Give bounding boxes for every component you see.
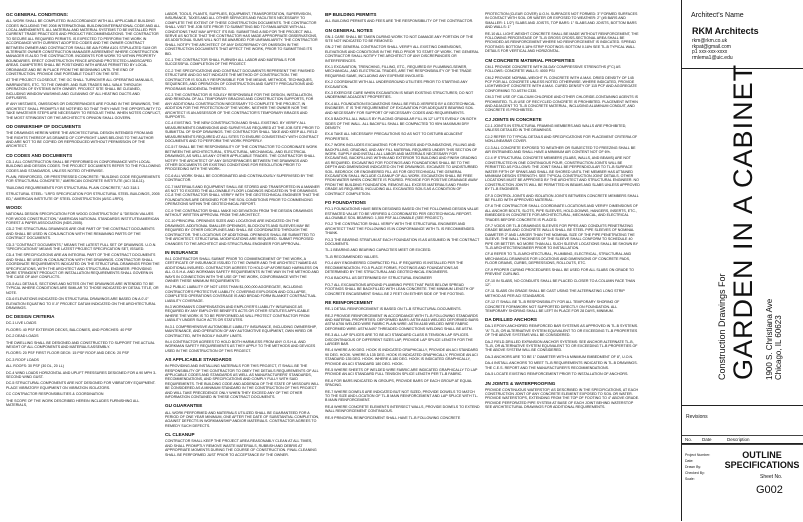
spec-paragraph: CF-5 CONTROL JOINTS AND ISOLATION JOINTS BETWEEN CONCRETE MEMBERS SHALL BE FILLED WITH APPROVED MATERIAL. bbox=[485, 193, 639, 202]
spec-section bbox=[485, 12, 640, 54]
rev-col-no: No. bbox=[685, 437, 693, 442]
project-address-line: Chicago, IL 60623 bbox=[774, 315, 783, 380]
rev-col-date: Date bbox=[702, 437, 712, 442]
spec-paragraph: IN-2 PUBLIC LIABILITY OF NOT LESS THAN $1,000,000 AGGREGATE, INCLUDING CONTRACTOR'S PROTECTIVE LIABILITY, COVERING EXPLOSION AND COLLAPSE, COMPLETED OPERATIONS COVERAGE IS AND BROAD FORM BLANKET CONTRACTUAL LIABILITY COVERAGE. bbox=[165, 285, 317, 303]
spec-section bbox=[485, 381, 640, 410]
spec-paragraph: CJ-3 ALL CONCRETE EXPOSED TO WEATHER OR SUBJECTED TO FREEZING SHALL BE AIR ENTRAINED AND SHALL HAVE A MINIMUM AIR CONTENT NOT OF 6%. bbox=[485, 145, 636, 154]
spec-paragraph: DA-1 EPOXY-ANCHORED REINFORCED BAR SYSTEMS AS APPROVED IN TL-B SYSTEMS. "A" TL-B, OR ALTERNATIVE SYSTEM EQUIVALENT TO OR EXCEEDING TL-B PROPERTIES OF THE ABOVE SYSTEMS WILL BE CONSIDERED. bbox=[485, 324, 639, 338]
spec-paragraph: RE-7 WHERE DOWELS ARE INDICATED BUT NOT SIZED, PROVIDE DOWELS TO MATCH TO THE SIZE AND LOCATION OF TL-B MAIN REINFORCEMENT AND LAP SPLICE WITH TL-B MAIN REINFORCEMENT. bbox=[325, 389, 478, 403]
sheet-title-block bbox=[682, 443, 803, 522]
title-block bbox=[681, 0, 803, 521]
sheet-meta-line: Date: bbox=[685, 459, 694, 463]
spec-section bbox=[6, 153, 161, 201]
rev-col-description: Description bbox=[727, 437, 750, 442]
spec-paragraph: CF-6 THE CONTRACTOR SHALL COORDINATE LOCATIONS AND VERIFY DIMENSIONS OF ALL ANCHOR BOLTS, SLOTS, PIPE SLEEVES, HOLD-DOWNS, HANGERS, INSERTS, ETC., EMBEDDED IN CONCRETE FOR ARCHITECTURAL, MECHANICAL, AND ELECTRICAL TRADES BEFORE CONCRETE IS PLACED. bbox=[485, 204, 638, 222]
spec-section-heading: DC DESIGN CRITERIA bbox=[6, 314, 55, 320]
firm-contact bbox=[692, 39, 733, 61]
spec-paragraph: DC-4 WIND LOADS HORIZONTAL AND UPLIFT PRESSURES DESIGNED FOR A 90 MPH 3-SECOND WIND GUST. bbox=[6, 370, 157, 380]
spec-paragraph: THE DWELLING SHALL BE DESIGNED AND CONSTRUCTED TO SUPPORT THE ACTUAL WEIGHT OF ALL COMPONENTS AND MATERIALS ASSEMBLY. bbox=[6, 340, 155, 350]
spec-paragraph: CJ-1 JOINTS IN STRUCTURAL FRAMING MEMBERS AND WALLS ARE PROHIBITED, UNLESS DETAILED IN THE DRAWINGS. bbox=[485, 123, 627, 133]
project-address bbox=[765, 299, 783, 380]
sheet-meta-line: Drawn By: bbox=[685, 465, 702, 469]
spec-paragraph: LABOR, TOOLS, PLANTS, SUPPLIES, EQUIPMENT, TRANSPORTATION, SUPERVISION, INSURANCE, TAXES AND ALL OTHER SERVICES AND FACILITIES NECESSARY TO COMPLETE THE EXTENT OF THESE CONSTRUCTION DOCUMENTS. THE CONTRACTOR SHALL VISIT THE JOB SITE PRIOR TO SUBMITTING BID TO FAMILIARIZE WITH ALL CONDITIONS THAT MAY AFFECT ITS BID. SUBMITTING A BID FOR THE PROJECT WILL SERVE AS NOTICE THAT THE CONTRACTOR HAS MADE APPROPRIATE OBSERVATIONS, AS ADDITIONAL SUMS WILL NOT BE AWARDED FOR UNFAMILIARITY. THE CONTRACTOR SHALL NOTIFY THE ARCHITECT OF ANY DISCREPANCY OR OMISSION IN THE CONSTRUCTION DOCUMENTS THAT AFFECT THE WORK, PRIOR TO SUBMITTING ITS BID. bbox=[165, 12, 318, 56]
spec-paragraph: EX-2 COORDINATE WITH ALL UNDERGROUND UTILITIES PRIOR TO STARTING ANY EXCAVATION. bbox=[325, 80, 468, 89]
firm-contact-line: p1 xxx-xxx-xxxx bbox=[692, 49, 728, 56]
sheet-meta-line: Scale: bbox=[685, 477, 695, 481]
spec-paragraph: FO-4 ANY ENGINEERED COMPACTED FILL IF REQUIRED IS INSTALLED PER THE RECOMMENDATION. FO-5 PLACE FORMS, FOOTINGS AND FOUNDATIONS AS DETERMINED BY THE STRUCTURAL AND GEOTECHNICAL ENGINEERS. bbox=[325, 261, 464, 274]
spec-paragraph: CD-2 THE STRUCTURAL DRAWINGS ARE ONE PART OF THE CONTRACT DOCUMENTS AND SHALL BE USED IN CONJUNCTION WITH THE REMAINING PARTS OF THE CONTRACT DOCUMENTS. bbox=[6, 227, 155, 241]
spec-section-heading: FO FOUNDATIONS bbox=[325, 200, 367, 205]
spec-paragraph: RE-9 PRINCIPAL REINFORCEMENT SHALL HAVE TL-B FOLLOWING CONCRETE bbox=[325, 415, 461, 420]
spec-paragraph: RE-8 WHERE CONCRETE ELEMENTS INTERSECT WALLS, PROVIDE DOWELS TO EXTEND WALL REINFORCEMENT CONTINUOUS. bbox=[325, 404, 480, 414]
project-title: GARDEN IN A CABINET bbox=[728, 63, 758, 380]
spec-paragraph: TL-1 BEARING AND BEARING CAPACITIES MEET OR EXCEED. bbox=[325, 248, 432, 253]
spec-paragraph: ALL BUILDING PERMITS AND FEES ARE THE RESPONSIBILITY OF THE CONTRACTOR. bbox=[325, 19, 474, 24]
spec-paragraph: CJ-4 IF STRUCTURAL CONCRETE MEMBERS (SLABS, WALLS, AND BEAMS) ARE NOT CONSTRUCTED IN ONE CONTINUOUS POUR, CONSTRUCTION JOINTS WILL BE PERMITTED AS FOLLOWS: THE JOINT SHALL BE PERPENDICULAR TO TL-B SURFACE WATER FIFTH OF SPANS AND SHALL BE SHORED UNTIL THE MEMBER HAS ATTAINED MINIMUM DESIGN STRENGTH. SEE TYPICAL CONSTRUCTION JOINT DETAILS. OTHER LOCATIONS MUST BE APPROVED BY THE ARCHITECT AND STRUCTURAL ENGINEER. NO CONSTRUCTION JOINTS WILL BE PERMITTED IN BEAMS AND SLABS UNLESS APPROVED BY TL-B ENGINEER. bbox=[485, 156, 640, 192]
spec-paragraph: FO-3 THE BEARING STRATUM AT EACH FOUNDATION IS AS ASSUMED IN THE CONTRACT DOCUMENTS. bbox=[325, 237, 480, 246]
spec-section bbox=[165, 12, 320, 246]
spec-paragraph: FO-2 THE CONTRACTOR SHALL VERIFY WITH THE STRUCTURAL ENGINEER AND ARCHITECT THAT THE FOLLOWING IS IN CONFORMANCE WITH TL IS RECOMMENDED. THANK. bbox=[325, 222, 476, 236]
sheet-number-label: Sheet No. bbox=[760, 474, 783, 480]
sheet-title-line: SPECIFICATIONS bbox=[724, 460, 800, 470]
spec-section bbox=[165, 250, 320, 353]
spec-paragraph: CM-1 PROVIDE CONCRETE WITH 28-DAY COMPRESSIVE STRENGTHS (F'C) AS FOLLOWS: CONCRETE WALLS: 4000 PSI bbox=[485, 64, 621, 74]
spec-paragraph: FLOORS: 20 PSF FIRST FLOOR DECK: 15 PSF ROOF AND DECK: 20 PSF bbox=[6, 351, 130, 356]
spec-section bbox=[325, 28, 480, 197]
spec-paragraph: CF-12 IT SHALL BE TL-B RESPONSIBILITY FOR ALL TEMPORARY SHORING OF CONCRETE FORMWORK NOT SUPPORTED DIRECTLY ON FOUNDATION. ALL TEMPORARY SHORING SHALL BE LEFT IN PLACE FOR 28 DAYS, MINIMUM. bbox=[485, 300, 620, 313]
spec-section bbox=[165, 432, 320, 457]
spec-paragraph: FLOORS: 40 PSF EXTERIOR DECKS, BALCONIES, AND PORCHES: 40 PSF bbox=[6, 327, 133, 332]
spec-paragraph: DC-1 LIVE LOADS bbox=[6, 321, 37, 326]
spec-section bbox=[6, 124, 161, 149]
project-title-group bbox=[712, 64, 759, 380]
spec-paragraph: CM-2 PROVIDE NORMAL-WEIGHT FL CONCRETE WITH A MAX. DRIED DENSITY OF 145 PCF FOR ALL CONCRETE UNLESS NOTED OTHERWISE. WHERE INDICATED, PROVIDE LIGHTWEIGHT CONCRETE WITH A MAX. CURED DENSITY OF 115 PCF AND AGGREGATE CONFORMING TO ASTM C330. bbox=[485, 75, 637, 93]
spec-paragraph: DA-3 ANCHORS ARE TO BE 1" DIAMETER WITH A MINIMUM EMBEDMENT OF 8", U.O.N. bbox=[485, 354, 634, 359]
spec-paragraph: RE-3 ALL LAP SPLICES ARE TO BE ACI STANDARD CLASS B TENSION LAP SPLICES. DISCONTINUOUS OF DIFFERENT SIZES LAP, PROVIDE LAP SPLICE LENGTH FOR THE LARGER BAR. bbox=[325, 333, 473, 346]
spec-section bbox=[165, 357, 320, 399]
spec-section-heading: GC GENERAL CONDITIONS: bbox=[6, 12, 69, 17]
spec-paragraph: PLAIN, REINFORCED, OR PRESTRESSED CONCRETE: "BUILDING CODE REQUIREMENTS FOR STRUCTURAL CONCRETE," AMERICAN CONCRETE INSTITUTE (ACI 318-11). bbox=[6, 175, 161, 184]
spec-paragraph: EX-5 BACKFILL ALL WALLS BY PLACING GRANULAR FILL IN 12" LIFTS EVENLY ON BOTH SIDES OF THE WALL. ALL BACKFILL SHALL BE COMPACTED TO 95% MAXIMUM DRY DENSITY. bbox=[325, 117, 477, 130]
spec-paragraph: CD-4 THE SPECIFICATIONS ARE AN INTEGRAL PART OF THE CONTRACT DOCUMENTS AND SHALL BE USED IN CONJUNCTION WITH THE DRAWINGS. CONTRACTOR SHALL COORDINATE REQUIREMENTS INDICATED ON THE STRUCTURAL DRAWINGS FROM THE SPECIFICATIONS, WITH THE ARCHITECT AND STRUCTURAL ENGINEER. PROVIDING MORE STRINGENT PRODUCT OR INSTALLATION REQUIREMENTS SHALL GOVERN IN THE CASE OF ANY CONFLICTS. bbox=[6, 253, 160, 280]
spec-column-1 bbox=[6, 12, 161, 512]
spec-paragraph: FO-7 ALL EXCAVATIONS AROUND PLUMBING PIPES THAT PASS BELOW SPREAD FOOTINGS SHALL BE BACKFILLED WITH LEAN CONCRETE. THE MINIMUM LENGTH OF CONCRETE ENCASEMENT SHALL BE 2 FEET ON EITHER SIDE OF THE FOOTING. bbox=[325, 282, 475, 296]
firm-contact-line: rkpat@gmail.com bbox=[692, 43, 731, 50]
sheet-title-line: OUTLINE bbox=[742, 450, 782, 460]
revisions-label: Revisions bbox=[686, 414, 708, 420]
spec-paragraph: PROTECTION (CLEAR COVER) U.O.N. SURFACES NOT FORMED: 3" FORMED SURFACES IN CONTACT WITH SOIL OR WATER OR EXPOSED TO WEATHER: 2" (#5 BARS AND SMALLER: 1 1/2") SLABS AND JOISTS, TOP BARS: 1" SLABS AND JOISTS, BOTTOM BARS AND WALLS: 1" bbox=[485, 12, 638, 30]
spec-paragraph: TL-B RECOMMENDED VALUES. bbox=[325, 254, 379, 259]
firm-contact-line: rmlema1@uic.edu bbox=[692, 54, 733, 61]
spec-paragraph: RE-6 FOR BARS INDICATED IN GROUPS, PROVIDE BARS OF EACH GROUP AT EQUAL SPACING. bbox=[325, 378, 472, 388]
spec-paragraph: GN-1 CARE SHALL BE TAKEN DURING WORK TO NOT DAMAGE ANY PORTION OF THE SITE NOT INDICATED TO BE REMOVED. bbox=[325, 34, 474, 43]
project-subtitle: Construction Drawings For bbox=[717, 273, 727, 380]
spec-paragraph: DC-3 ROOF LOADS bbox=[6, 357, 39, 362]
spec-section-heading: OD OWNERSHIP OF DOCUMENTS bbox=[6, 124, 81, 130]
spec-paragraph: CF-8 REFER TO TL-B ARCHITECTURAL, PLUMBING, ELECTRICAL, STRUCTURAL AND MECHANICAL DRAWINGS FOR LOCATIONS AND DIMENSIONS OF CONCRETE PADS, FLOOR DRAINS, CURBS, DEPRESSIONS, ROLLOUTS, ETC. bbox=[485, 252, 632, 266]
spec-paragraph: CF-11 SLABS ON GRADE SHALL BE CAST USING THE ALTERNATING LONG STRIP METHOD AS PER ACI STANDARDS. bbox=[485, 289, 625, 298]
spec-paragraph: CC-4 EXISTING. THE NEW CONSTRUCTION AND SHALL EXISTING. BY VERIFY ALL MEASUREMENTS DIMENSIONS AND SURVEYS AS REQUIRED AT THE JOB SITE PRIOR TO SUBMITTAL OF SHOP DRAWINGS. THE CONTRACTOR SHALL TAKE AND KEEP ALL FIELD MEASUREMENTS REQUIRED AT ALL SITES TO ENSURE CONSISTENCY WITH CONTRACT DOCUMENTS AND TO PERFORM THE WORK PROPERLY. bbox=[165, 121, 320, 143]
spec-paragraph: STRUCTURAL STEEL: "LRFD SPECIFICATION FOR STRUCTURAL STEEL BUILDINGS, 2005 ED," AMERICAN INSTITUTE OF STEEL CONSTRUCTION (AISC-LRFD). bbox=[6, 192, 160, 201]
spec-paragraph: CD-5 ALL DETAILS, SECTIONS AND NOTES ON THE DRAWINGS ARE INTENDED TO BE TYPICAL WHERE CONDITIONS ARE SIMILAR TO THOSE INDICATED BY DETAIL TITLE, OR NOTE. bbox=[6, 281, 159, 295]
spec-paragraph: ALL ROOFS: 30 PSF (30 DL, 20 LL) bbox=[6, 364, 64, 369]
spec-paragraph: IN-1 CONTRACTOR SHALL SUBMIT PRIOR TO COMMENCEMENT OF THE WORK, A CERTIFICATE OF INSURANCE ISSUED TO THE OWNER AND THE ARCHITECT NAMED AS ADDITIONAL INSURED. CONTRACTOR AGREES TO HOLD UP AFORESAID HARMLESS ON ALL O.S.H.A. AND WORKMAN SAFETY REQUIREMENTS IN THE WAY IN THE METHOD AND WAYS IN CONNECTION WITH THE USE OF THE WORK, CONFORMANCE WITH THE OWNER THESE MINIMUM REQUIREMENTS: bbox=[165, 257, 319, 284]
spec-section bbox=[325, 200, 480, 296]
spec-paragraph: RE-4 WHERE A 90 DEG. HOOK IS INDICATED GRAPHICALLY, PROVIDE AN ACI STANDARD 90 DEG. HOOK. WHERE A 135 DEG. HOOK IS INDICATED GRAPHICALLY, PROVIDE AN ACI STANDARD 135 DEG. HOOK. WHERE A 180 DEG. HOOK IS INDICATED GRAPHICALLY, PROVIDE AN ACI STANDARD 180 DEG. HOOK. bbox=[325, 348, 479, 366]
spec-paragraph: RE-10 ALL LIGHT-WEIGHT CONCRETE SHALL BE MADE WITHOUT REINFORCEMENT, THE FOLLOWING PERCENTAGE OF TL-B GROSS CROSS-SECTIONAL AREA SHALL BE PROVIDED AS REINFORCEMENT WHERE NO REINFORCEMENT IS INDICATED. SPREAD FOOTINGS: BOTTOM 0.18% STRIP FOOTINGS: BOTTOM 0.18% SEE TL-B TYPICAL WALL DETAILS FOR VERTICAL AND HORIZONTAL. bbox=[485, 31, 639, 54]
spec-paragraph: CF-10 IN SLABS, NO CONDUITS SHALL BE PLACED CLOSER TO A COLUMN FACE THAN 12". bbox=[485, 278, 636, 287]
spec-paragraph: CD-6 ELEVATIONS INDICATED ON STRUCTURAL DRAWINGS ARE BASED ON A 0'-0" ELEVATION EQUATING TO 0'-0" PROJECT DATUM INDICATED ON THE ARCHITECTURAL DRAWINGS. bbox=[6, 297, 156, 310]
spec-section bbox=[6, 12, 161, 120]
sheet-title bbox=[722, 450, 802, 470]
spec-paragraph: CC-9 THE CONTRACTOR SHALL MAKE NO DEVIATION FROM THE DESIGN DRAWINGS WITHOUT WRITTEN APPROVAL FROM THE ARCHITECT. bbox=[165, 208, 313, 218]
spec-paragraph: IN PROVIDING AND INSTALLING MATERIALS FOR THIS PROJECT, IT SHALL BE THE RESPONSIBILITY OF THE CONTRACTOR TO OBEY THE DETAILS REQUIREMENTS OF ALL APPLICABLE CODES AND STANDARDS AS WELL AS MANUFACTURERS' STANDARDS, RECOMMENDATIONS, AND SPECIFICATIONS AND COMPLY FULLY WITH SAID REQUIREMENTS. THE BUILDING CODE AND ADDENDA OF THE STATE OF MISSOURI WILL BE CONSIDERED AS A MINIMUM STANDARD IN THE CONSTRUCTION OF THIS PROJECT AND WILL TAKE PRECEDENCE ONLY WHEN THEY EXCEED ANY OF THE OTHER INFORMATION CONTAINED IN THESE CONTRACT DOCUMENTS. bbox=[165, 364, 320, 400]
spec-section-heading: CM CONCRETE MATERIAL PROPERTIES bbox=[485, 57, 575, 63]
spec-paragraph: CC CONTRACTOR RESPONSIBILITIES & COORDINATION bbox=[6, 392, 104, 397]
spec-paragraph: RE-5 WHERE SHEETS OF WELDED WIRE FABRIC ARE INDICATED GRAPHICALLY TO LAP PROVIDE AN ACI STANDARD FULL TENSION SPLICE LENGTH PER TL-B FABRIC. bbox=[325, 367, 478, 377]
spec-column-3 bbox=[325, 12, 480, 512]
spec-paragraph: CC-7 MATERIALS AND EQUIPMENT SHALL BE STORED AND TRANSPORTED IN A MANNER AS NOT TO EXCEED THE ALLOWABLE FLOOR LOADINGS INDICATED IN THE DRAWINGS. CC-8 THE CONTRACTOR SHALL VERIFY WITH THE GEOTECHNICAL ENGINEER THAT THE FOUNDATIONS ARE DESIGNED FOR THE SOIL CONDITIONS PRIOR TO COMMENCING OPERATIONS WITHIN THE GEOTECHNICAL REPORT. bbox=[165, 184, 320, 207]
sheet-meta-line: Project Number: bbox=[685, 453, 711, 457]
spec-section-heading: CL CLEANUP bbox=[165, 432, 195, 438]
spec-paragraph: CM-3 THE USE OF CALCIUM CHLORIDE AND OTHER CHLORIDE-CONTAINING AGENTS IS PROHIBITED. TL-B USE OF RECYCLED CONCRETE IS PROHIBITED. PLACEMENT WITHIN AND ADJACENT TO TL-B CONCRETE MATERIAL, INCLUDING ALUMINUM CONDUIT, AND CONCRETE IS PROHIBITED. bbox=[485, 95, 639, 113]
spec-paragraph: EX-3 EXERCISE CARE WHEN EXCAVATION IS NEAR EXISTING STRUCTURES; DO NOT UNDERMINE ADJACENT PROPERTIES. bbox=[325, 91, 474, 100]
spec-section-heading: IN INSURANCE bbox=[165, 249, 199, 255]
architect-label: Architect's Name bbox=[691, 12, 744, 19]
spec-paragraph: CC-3 THE CONTRACTOR IS SOLELY RESPONSIBLE FOR THE DESIGN, INSTALLATION, AND REMOVAL OF ALL TEMPORARY BRACING AND CONSTRUCTION SUPPORTS, FOR ANY ADDITIONAL CONSTRUCTION NECESSARY TO COMPLETE THE PROJECT, IN ADDITION FOR THE PROTECTION OF THE WORK. NEITHER THE OWNER NOR THE ARCHITECT IS AN ASSESSOR OF THE CONTRACTOR'S TEMPORARY BRACES AND SUPPORTS. bbox=[165, 92, 314, 119]
spec-paragraph: PROVIDE CONTINUOUS WATERSTOP, AS DESCRIBED IN THE SPECIFICATIONS, AT EACH CONSTRUCTION JOINT OF ANY CONCRETE ELEMENT EXPOSED TO SOIL OR WATER. PROVIDE WATERSTOPS, EXTENDING FROM THE TOP OF FOOTING TO 4" ABOVE GRADE. PROVIDE PERFORATED PIPE SYSTEM AT BASE OF EACH JOINT BEHIND WATERSTOP SEE ARCHITECTURAL DRAWINGS FOR ADDITIONAL REQUIREMENTS. bbox=[485, 387, 640, 410]
spec-paragraph: CF-9 PROPER CURING PROCEDURES SHALL BE USED FOR ALL SLABS ON GRADE TO PREVENT CURLING. bbox=[485, 267, 634, 277]
spec-section-heading: GU GUARANTEE bbox=[165, 403, 203, 409]
spec-paragraph: CC-1 THE CONTRACTOR SHALL FURNISH ALL LABOR AND MATERIALS FOR SUCCESSFUL COMPLETION OF THE PROJECT. bbox=[165, 58, 296, 67]
spec-column-2 bbox=[165, 12, 320, 512]
spec-section bbox=[6, 314, 161, 407]
spec-section-heading: AS APPLICABLE STANDARDS bbox=[165, 357, 232, 363]
spec-paragraph: IN-3 WORKMAN'S COMPENSATION AND EMPLOYER'S LIABILITY INSURANCE AS REQUIRED BY ANY EMPLOYEE BENEFITS ACTS OR OTHER STATUTES APPLICABLE WHERE THE WORK IS TO BE PERFORMED AS WILL PROTECT CONTRACTOR FROM LIABILITY UNDER SUCH ACTS OR STATUTES. bbox=[165, 305, 310, 323]
spec-paragraph: RE-1 DETAIL REINFORCEMENT IS BASED ON TL-B STRUCTURAL DOCUMENTS. bbox=[325, 307, 462, 312]
spec-column-4 bbox=[485, 12, 640, 512]
spec-section bbox=[485, 58, 640, 113]
spec-paragraph: ALL WORK SHALL BE COMPLETED IN ACCORDANCE WITH ALL APPLICABLE BUILDING CODES INCLUDING THE 2008 INTERNATIONAL BUILDING/INTERNATIONAL CODE AND ALL LOCAL AMENDMENTS. ALL MATERIAL AND MATERIAL SYSTEMS TO BE INSTALLED PER CURRENT TRADE PRACTICES AND PRODUCT RECOMMENDATIONS. THE CONTRACTOR TO SECURE ALL REQUIRED PERMITS. IS EXPECTED TO PERFORM THE WORK IN ACCORDANCE WITH CURRENT ADOPTED CODES AND THE OWNER CONTRACT BETWEEN OWNER AND CONTRACTOR SHALL BE AIA FORM A101 STIPULATED SUM OR ALTERNATE OWNER CONSTRUCTION MANAGER AGREEMENT WHERE CONSTRUCTION MANAGER IS ALSO THE CONTRACTOR. INCIDENTS FOR WORK TO WITHIN PROPERTY BOUNDARIES. ERECT CONSTRUCTION FENCE AROUND PROTECTED LANDSCAPED AREAS. DUMPSTERS SHALL BE POSITIONED WITH AREAS PERMITTED BY LOCAL ORDINANCE AND BE IN PLACE FROM THE BEGINNING UNTIL THE END OF CONSTRUCTION. PROVIDE ONE PORTABLE TOILET ON THE SITE. bbox=[6, 19, 161, 76]
spec-paragraph: CD-1 ALL CONSTRUCTION SHALL BE PERFORMED IN CONFORMANCE WITH LOCAL BUILDING AND DESIGN CODES. THE PROJECT DOCUMENTS REFER TO THE FOLLOWING CODES AND STANDARDS, UNLESS NOTED OTHERWISE. bbox=[6, 159, 161, 173]
spec-section-heading: DA DRILLED ANCHORS bbox=[485, 317, 537, 323]
spec-paragraph: DA-4 INSTALL ANCHORS TO MEET TL-B REQUIREMENTS INDICATED IN TL-B DRAWINGS. THE C.E.S. REPORT AND THE MANUFACTURER'S RECOMMENDATIONS. bbox=[485, 361, 638, 370]
spec-paragraph: "BUILDING REQUIREMENTS FOR STRUCTURAL PLAIN CONCRETE," ACI 318.1 bbox=[6, 185, 140, 190]
spec-section-heading: JN JOINTS & WATERPROOFING bbox=[485, 380, 556, 386]
architect-block bbox=[682, 8, 803, 69]
spec-section bbox=[325, 300, 480, 420]
spec-paragraph: RE-2 PROVIDE REINFORCEMENT IN ACCORDANCE WITH TL-B FOLLOWING STANDARDS AND MATERIAL PROPERTIES: DEFORMED BARS: ASTM A615 WELDED DEFORMED BARS: ASTM A706 WELDED WIRE FABRIC PLAIN WIRE: ASTM A185 WELDED WIRE FABRIC DEFORMED WIRE: ASTM A497 THREADED CONNECTIONS WELDING SHALL BE ASTM. bbox=[325, 313, 480, 331]
spec-section bbox=[485, 117, 640, 314]
spec-paragraph: CD-3 "CONTRACT DOCUMENTS," MEANS THE LATEST FULL SET OF DRAWINGS. U.O.N. "SPECIFICATIONS" MEANS THE LATEST PROJECT SPECIFICATION SET, ISSUED. bbox=[6, 242, 157, 252]
spec-paragraph: CC-2 THE SPECIFICATIONS AND CONTRACT DOCUMENTS REPRESENT THE FINISHED STRUCTURE AND DO NOT INDICATE THE METHOD OF CONSTRUCTION. THE CONTRACTOR IS SOLELY RESPONSIBLE FOR THE MEANS, METHODS, TECHNIQUES, SEQUENCES, AND OPERATION OF CONSTRUCTION AND SAFETY PRECAUTIONS AND PROGRAMS INCIDENTAL THERETO. bbox=[165, 68, 315, 91]
spec-paragraph: AT THE PROJECT CLOSEOUT, THE GC SHALL TURNOVER ALL OPERATING MANUALS, WARRANTIES, ETC. TO THE OWNER. AND SUB TRADES WILL WALK THROUGH OPERATION OF SYSTEMS WITH OWNER. PROJECT SITE SHALL BE CLEANED, INCLUDING WINDOW WASHING AND CLEANING OF ALL HEATING DUCTS AND DIFFUSERS. bbox=[6, 78, 154, 100]
spec-paragraph: CONTRACTOR SHALL KEEP THE PROJECT AREA REASONABLY CLEAN AT ALL TIMES, AND SHALL PROMPTLY REMOVE WASTE MATERIALS, RUBBISH AND DEBRIS AT APPROPRIATE MOMENTS DURING THE COURSE OF CONSTRUCTION. FINAL CLEANING SHALL BE PERFORMED JUST PRIOR TO ACCEPTANCE BY THE OWNER. bbox=[165, 439, 317, 457]
spec-paragraph: EX-6 TAKE ALL NECESSARY PRECAUTIONS SO AS NOT TO DISTURB ADJACENT PROPERTIES. bbox=[325, 132, 463, 141]
spec-paragraph: CJ-2 REFER TO TYPICAL DETAILS AND SPECIFICATIONS FOR PLACEMENT CRITERIA OF NON-LINEARAR COVER. bbox=[485, 134, 638, 144]
spec-paragraph: EX-7 WORK INCLUDES EXCAVATING FOR FOOTINGS AND FOUNDATIONS, FILLING AND BACKFILLING, GRADING, AND ANY FILL MATERIAL REQUIRED UNDER THIS SECTION OF WORK. SUPPLY AND INSTALL ALL LABOR AND MATERIALS NECESSARY FOR EXCAVATING, BACKFILLING WITHIN AND EXTERIOR TO BUILDING AND FINISH GRADING AS REQUIRED. EXCAVATING FOR FOOTINGS AND FOUNDATIONS SHALL BE TO THE DEPTH AND DIMENSIONS INDICATED ON THE DRAWINGS. EXCAVATE TO UNDISTURBED SOIL. BEDROCK OR ENGINEERED FILL AS FOR GEOTECHNICAL THE GENERAL EXCAVATION SHALL INCLUDE CLEANUP OF ALL WORK. EXCAVATION SHALL BE FREE FROM WATER WHEN CONCRETE IS POURED. PROVIDE FOR POSITIVE DRAINAGE AWAY FROM THE BUILDING FOUNDATION. REMOVE ALL EXCESS MATERIALS AND FINISH GRADE AS REQUIRED, INCLUDING ALL EXCAVATED SOILS AS A CONDITION OF CONTRACT COMPLETION. bbox=[325, 143, 478, 196]
spec-paragraph: EX-1 EXCAVATION, TRENCHING, FILLING, ETC., REQUIRED BY PLUMBING-SEWER, MECHANICAL, AND ELECTRICAL TRADES, ARE THE RESPONSIBILITY OF THE TRADE REQUIRING SAME, INCLUDING ANY EXPENSE INVOLVED. bbox=[325, 65, 472, 78]
spec-paragraph: ALL WORK PERFORMED AND MATERIALS UTILIZED SHALL BE GUARANTEED FOR A PERIOD OF ONE YEAR MINIMUM, ONE AFTER THE DATE OF SUBSTANTIAL COMPLETION, AGAINST DEFECTS IN WORKMANSHIP AND/OR MATERIALS. CONTRACTOR AGREES TO REMEDY SUCH DEFECTS. bbox=[165, 410, 320, 428]
spec-section-heading: WOOD: bbox=[6, 205, 23, 211]
spec-section-heading: CD CODES AND DOCUMENTS bbox=[6, 152, 73, 158]
spec-paragraph: GN-2 THE GENERAL CONTRACTOR SHALL VERIFY ALL EXISTING DIMENSIONS, ELEVATIONS AND CONDITIONS IN THE FIELD PRIOR TO START OF WORK. THE GENERAL CONTRACTOR SHALL NOTIFY THE ARCHITECT OF ANY DISCREPANCIES OR INTERFERENCES. bbox=[325, 45, 479, 63]
spec-paragraph: DA-2 FIELD-DRILLED EXPANSION ANCHOR SYSTEMS: SEE ANCHOR ALTERNATE TL-B, TL-B, OR ALTERNATIVE SYSTEM EQUIVALENT TO OR EXCEEDING TL-B PROPERTIES OF THE ABOVE SYSTEM WILL BE CONSIDERED. bbox=[485, 339, 638, 353]
spec-section bbox=[165, 403, 320, 428]
sheet-meta bbox=[685, 452, 710, 482]
firm-name: RKM Architects bbox=[692, 26, 759, 36]
spec-paragraph: IF ANY MISTAKES, OMISSIONS OR DISCREPANCIES ARE FOUND IN THE DRAWINGS, THE ARCHITECT SHALL PROMPTLY BE NOTIFIED SO THAT THEY HAVE THE OPPORTUNITY TO TAKE WHATEVER STEPS ARE NECESSARY TO RESOLVE THEM. WHEN NOTES CONFLICT, THE MOST STRINGENT OR THE ARCHITECT'S OPINION SHALL GOVERN. bbox=[6, 102, 161, 120]
spec-section-heading: CJ JOINTS IN CONCRETE bbox=[485, 116, 542, 122]
spec-paragraph: CC-6 ALL WORK SHALL BE COORDINATED AND CONTINUOUSLY SUPERVISED BY THE CONTRACTOR. bbox=[165, 173, 314, 183]
spec-paragraph: THE DRAWINGS HEREIN WERE THE ARCHITECTURAL DESIGN INTENDED FROM AND THE RIGHTS THEREOF AS DRAWED OF COPYRIGHT LAWS BELONG TO THE AUTHOR AND ARE NOT TO BE COPIED OR REPRODUCED WITHOUT PERMISSION OF THE ARCHITECT. bbox=[6, 131, 154, 149]
spec-paragraph: CC-5 IT SHALL BE THE RESPONSIBILITY OF THE CONTRACTOR TO COORDINATE WORK BETWEEN THE ARCHITECTURAL, STRUCTURAL, MECHANICAL, AND ELECTRICAL DRAWINGS, AS WELL AS ANY OTHER APPLICABLE TRADES. THE CONTRACTOR SHALL NOTIFY THE ARCHITECT OF ANY DISCREPANCIES BETWEEN THE DRAWINGS AND OTHER DOCUMENTS OR EXISTING CONDITIONS FOR RESOLUTION PRIOR TO PROCEEDING WITH THE WORK. bbox=[165, 145, 318, 172]
spec-paragraph: IN-4 CONTRACTOR AGREES TO HOLD BOTH HARMLESS FROM ANY O.S.H.A. AND WORKMAN SAFETY REQUIREMENTS AS THEY APPLY TO THE METHODS AND DEVICES USED IN THE CONSTRUCTION OF THIS PROJECT. bbox=[165, 339, 316, 353]
spec-paragraph: DA-5 LOCATE EXISTING REINFORCEMENT PRIOR TO INSTALLATION OF ANCHORS. bbox=[485, 372, 629, 377]
spec-section bbox=[6, 205, 161, 310]
spec-section bbox=[485, 317, 640, 376]
spec-paragraph: EX-4 ALL FOUNDATION EXCAVATIONS SHALL BE FIELD-VERIFIED BY A GEOTECHNICAL ENGINEER. IT IS THE REQUIREMENT OF EXCAVATION FOR ADEQUATE BEARING SOIL AND NECESSARY FOR SUPPORT OF NECESSARY CODES AND REQUIREMENTS. bbox=[325, 101, 476, 115]
spec-paragraph: FO-6 BACKFILL AS DETERMINED BY STRUCTURAL ENGINEER bbox=[325, 276, 432, 281]
sheet-number: G002 bbox=[756, 484, 783, 496]
spec-paragraph: CC-10 PRINCIPAL OPENINGS SIZES AND LOCATIONS ARE INDICATED ON THE DRAWINGS. ADDITIONAL SMALLER OPENINGS, BLOCKOUTS AND SLEEVES MAY BE REQUIRED BY OTHER DISCIPLINES AND SHALL BE COORDINATED THROUGH THE CONTRACTOR. THE LOCATIONS OF ADDITIONAL OPENINGS SHALL BE SUBMITTED TO THE ARCHITECT. STRUCTURAL MODIFICATIONS ARE REQUIRED. SUBMIT PROPOSED CHANGES TO THE ARCHITECT AND STRUCTURAL ENGINEER FOR APPROVAL. bbox=[165, 219, 315, 246]
spec-section-heading: RE REINFORCEMENT bbox=[325, 300, 373, 305]
project-address-line: 1900 S. Christiana Ave bbox=[765, 298, 774, 380]
firm-contact-line: rkm@rkm.co.uk bbox=[692, 38, 728, 44]
spec-paragraph: FO-1 FOUNDATIONS HAVE BEEN DESIGNED BASED ON THE FOLLOWING DESIGN VALUE ESTIMATED VALUE TO BE VERIFIED & COORDINATED PER GEOTECHNICAL REPORT. ALLOWABLE SOIL BEARING: 1,500 PSF ALLOWABLE (SEE PROJECT). bbox=[325, 207, 479, 220]
spec-paragraph: DC-5 STRUCTURAL COMPONENTS ARE NOT DESIGNED FOR VIBRATORY EQUIPMENT. PLACE VIBRATORY EQUIPMENT ON VIBRATION ISOLATORS. bbox=[6, 381, 156, 390]
spec-paragraph: NATIONAL DESIGN SPECIFICATION FOR WOOD CONSTRUCTION" & "DESIGN VALUES FOR WOOD CONSTRUCTION," AMERICAN NATIONAL STANDARDS INSTITUTE/AMERICAN FOREST & PAPER ASSOCIATION (NDS-2005). bbox=[6, 212, 160, 225]
spec-section-heading: BP BUILDING PERMITS bbox=[325, 12, 377, 17]
sheet-meta-line: Checked By: bbox=[685, 471, 705, 475]
spec-section bbox=[325, 12, 480, 24]
spec-paragraph: IN-3.1 COMPREHENSIVE AUTOMOBILE LIABILITY INSURANCE, INCLUDING OWNERSHIP, MAINTENANCE, AND OPERATION OF ANY AUTOMOTIVE EQUIPMENT, OWN HIRED OR CONTRACTED, WITH BODILY INJURY LIMITS. bbox=[165, 324, 317, 338]
spec-section-heading: GN GENERAL NOTES bbox=[325, 27, 373, 33]
spec-paragraph: THE SCOPE OF THE WORK DESCRIBED HEREIN INCLUDES FURNISHING ALL MATERIALS, bbox=[6, 398, 140, 408]
spec-paragraph: DC-2 DEAD LOADS bbox=[6, 334, 39, 339]
spec-paragraph: CF-7 VOIDS OR TL-B DRAWINGS SLEEVES FOR PIPES AND CONDUITS PENETRATING GRADE BEAMS AND CONCRETE WALLS SHALL BE STEEL PIPE SLEEVES OF NOMINAL DIAMETER 2" AND LARGER THAN THE NOMINAL SIZE OF THE PIPE PENETRATING THE SLEEVE. THE WALL THICKNESS OF THE SLEEVE SHALL CONFORM TO SCHEDULE 40 PIPE OR BETTER. NO MORE THAN ALL SUCH SLEEVE LOCATIONS SHALL BE SHOWN BY TL-B ARCHITECT/ENGINEER PRIOR TO INSTALLATION. bbox=[485, 224, 638, 251]
